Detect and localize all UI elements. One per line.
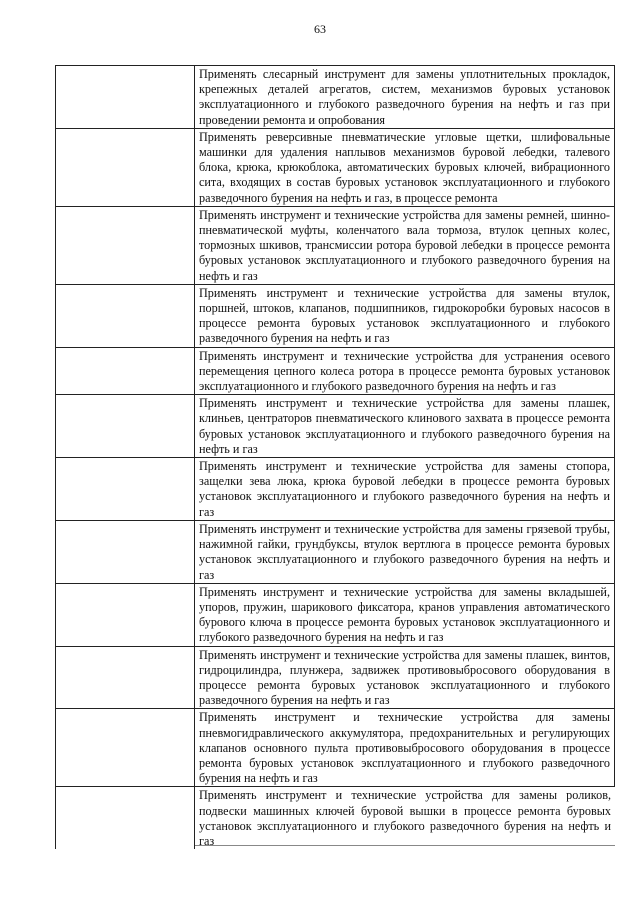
table-cell-empty: [55, 584, 195, 646]
table-cell-text: Применять инструмент и технические устройства для замены грязевой трубы, нажимной гайки, грундбуксы, втулок вертлюга в процессе ремонта буровых установок эксплуатационного и глубокого разведочного бурения на нефть и газ: [195, 521, 615, 583]
table-cell-text: Применять инструмент и технические устройства для замены роликов, подвески машинных ключей буровой вышки в процессе ремонта буровых установок эксплуатационного и глубокого разведочного бурения на нефть и газ: [199, 788, 611, 848]
page-number: 63: [314, 22, 326, 36]
table-cell-empty: [55, 647, 195, 709]
table-cell-empty: [55, 207, 195, 284]
table-cell-text: Применять инструмент и технические устройства для замены ремней, шинно-пневматической муфты, коленчатого вала тормоза, втулок цепных колес, тормозных шкивов, трансмиссии ротора буровой лебедки в процессе ремонта буровых установок эксплуатационного и глубокого разведочного бурения на нефть и газ: [195, 207, 615, 284]
skills-table: [55, 65, 615, 849]
table-cell-empty: [55, 521, 195, 583]
table-cell-text: Применять инструмент и технические устройства для замены вкладышей, упоров, пружин, шарикового фиксатора, кранов управления автоматического бурового ключа в процессе ремонта буровых установок эксплуатационного и глубокого разведочного бурения на нефть и газ: [195, 584, 615, 646]
table-cell-empty: [55, 66, 195, 128]
table-cell-text: Применять слесарный инструмент для замены уплотнительных прокладок, крепежных деталей агрегатов, систем, механизмов буровых установок эксплуатационного и глубокого разведочного бурения на нефть и газ при проведении ремонта и опробования: [195, 66, 615, 128]
table-row: [55, 521, 615, 584]
table-row: [55, 66, 615, 129]
table-row: [55, 709, 615, 787]
bottom-rule: [195, 845, 615, 846]
table-cell-text: Применять инструмент и технические устройства для замены плашек, винтов, гидроцилиндра, плунжера, задвижек противовыбросового оборудования в процессе ремонта буровых установок эксплуатационного и глубокого разведочного бурения на нефть и газ: [195, 647, 615, 709]
table-cell-empty: [55, 395, 195, 457]
table-row: [55, 647, 615, 710]
table-row: [55, 787, 615, 849]
table-cell-text: Применять реверсивные пневматические угловые щетки, шлифовальные машинки для удаления наплывов механизмов буровой лебедки, талевого блока, крюка, крюкоблока, автоматических буровых ключей, вибрационного сита, входящих в состав буровых установок эксплуатационного и глубокого разведочного бурения на нефть и газ, в процессе ремонта: [195, 129, 615, 206]
table-cell-empty: [55, 458, 195, 520]
table-row: [55, 395, 615, 458]
table-row: [55, 584, 615, 647]
table-row: [55, 348, 615, 396]
table-cell-empty: [55, 709, 195, 786]
table-cell-empty: [55, 348, 195, 395]
table-cell-text: Применять инструмент и технические устройства для замены пневмогидравлического аккумулятора, предохранительных и регулирующих клапанов основного пульта противовыбросового оборудования в процессе ремонта буровых установок эксплуатационного и глубокого разведочного бурения на нефть и газ: [195, 709, 615, 786]
table-row: [55, 207, 615, 285]
table-cell-text: Применять инструмент и технические устройства для замены плашек, клиньев, центраторов пневматического клинового захвата в процессе ремонта буровых установок эксплуатационного и глубокого разведочного бурения на нефть и газ: [195, 395, 615, 457]
table-cell-text: Применять инструмент и технические устройства для замены стопора, защелки зева люка, крюка буровой лебедки в процессе ремонта буровых установок эксплуатационного и глубокого разведочного бурения на нефть и газ: [195, 458, 615, 520]
table-cell-text: Применять инструмент и технические устройства для устранения осевого перемещения цепного колеса ротора в процессе ремонта буровых установок эксплуатационного и глубокого разведочного бурения на нефть и газ: [195, 348, 615, 395]
table-cell-empty: [55, 129, 195, 206]
table-cell-text: Применять инструмент и технические устройства для замены втулок, поршней, штоков, клапанов, подшипников, гидрокоробки буровых насосов в процессе ремонта буровых установок эксплуатационного и глубокого разведочного бурения на нефть и газ: [195, 285, 615, 347]
table-cell-empty: [55, 285, 195, 347]
table-cell-empty: [55, 787, 195, 849]
table-row: [55, 285, 615, 348]
table-row: [55, 458, 615, 521]
table-row: [55, 129, 615, 207]
